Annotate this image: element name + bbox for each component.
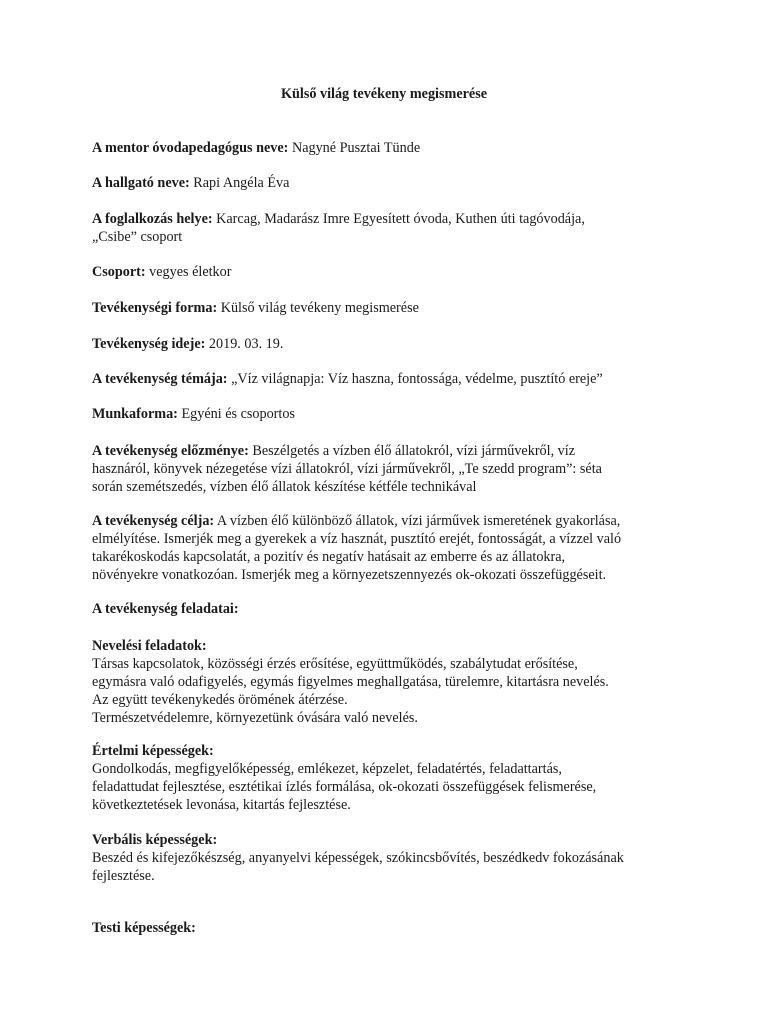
group-field [92,263,692,281]
intellectual-line: következtetések levonása, kitartás fejlesztése. [92,797,351,813]
tasks-heading-text: A tevékenység feladatai: [92,601,239,617]
goal-value-line2: elmélyítése. Ismerjék meg a gyerekek a víz hasznát, pusztító erejét, fontosságát, a vízzel való [92,531,622,547]
intellectual-line: Gondolkodás, megfigyelőképesség, emlékezet, képzelet, feladatértés, feladattartás, [92,761,562,777]
goal-field [92,512,692,584]
precedent-value-line3: során szemétszedés, vízben élő állatok készítése kétféle technikával [92,479,477,495]
work-form-label: Munkaforma: [92,406,178,422]
intellectual-section [92,742,692,814]
physical-heading: Testi képességek: [92,920,196,936]
verbal-heading: Verbális képességek: [92,832,218,848]
verbal-line: fejlesztése. [92,868,155,884]
document-title: Külső világ tevékeny megismerése [280,86,488,102]
verbal-line: Beszéd és kifejezőkészség, anyanyelvi képességek, szókincsbővítés, beszédkedv fokozásának [92,850,624,866]
education-line: Az együtt tevékenykedés örömének átérzése. [92,692,348,708]
form-field [92,299,692,317]
mentor-value: Nagyné Pusztai Tünde [291,140,421,156]
education-heading: Nevelési feladatok: [92,638,207,654]
date-field [92,335,692,353]
education-line: Természetvédelemre, környezetünk óvására való nevelés. [92,710,418,726]
precedent-label: A tevékenység előzménye: [92,443,249,459]
precedent-value-line2: hasznáról, könyvek nézegetése vízi állatokról, vízi járművekről, „Te szedd program”: séta [92,461,602,477]
mentor-field [92,139,692,157]
student-value: Rapi Angéla Éva [193,175,290,191]
location-value-line1: Karcag, Madarász Imre Egyesített óvoda, Kuthen úti tagóvodája, [216,211,585,227]
group-label: Csoport: [92,264,146,280]
intellectual-heading: Értelmi képességek: [92,743,214,759]
form-value: Külső világ tevékeny megismerése [220,300,419,316]
form-label: Tevékenységi forma: [92,300,218,316]
education-section [92,637,692,727]
topic-field [92,370,692,388]
goal-value-line1: A vízben élő különböző állatok, vízi járművek ismeretének gyakorlása, [216,513,621,529]
work-form-field [92,405,692,423]
topic-label: A tevékenység témája: [92,371,228,387]
date-label: Tevékenység ideje: [92,336,206,352]
location-value-line2: „Csibe” csoport [92,229,183,245]
mentor-label: A mentor óvodapedagógus neve: [92,140,289,156]
student-label: A hallgató neve: [92,175,190,191]
group-value: vegyes életkor [149,264,232,280]
physical-section [92,919,692,937]
student-field [92,174,692,192]
date-value: 2019. 03. 19. [208,336,284,352]
topic-value: „Víz világnapja: Víz haszna, fontossága, védelme, pusztító ereje” [231,371,603,387]
tasks-heading [92,600,692,618]
verbal-section [92,831,692,885]
location-field [92,210,692,246]
education-line: egymásra való odafigyelés, egymás figyelmes meghallgatása, türelemre, kitartásra nevelés. [92,674,609,690]
precedent-field [92,442,692,496]
work-form-value: Egyéni és csoportos [181,406,295,422]
precedent-value-line1: Beszélgetés a vízben élő állatokról, vízi járművekről, víz [252,443,576,459]
education-line: Társas kapcsolatok, közösségi érzés erősítése, együttműködés, szabálytudat erősítése, [92,656,578,672]
goal-label: A tevékenység célja: [92,513,215,529]
goal-value-line3: takarékoskodás kapcsolatát, a pozitív és negatív hatásait az emberre és az állatokra, [92,549,566,565]
location-label: A foglalkozás helye: [92,211,213,227]
goal-value-line4: növényekre vonatkozóan. Ismerjék meg a környezetszennyezés ok-okozati összefüggéseit. [92,567,607,583]
intellectual-line: feladattudat fejlesztése, esztétikai ízlés formálása, ok-okozati összefüggések felismerése, [92,779,597,795]
